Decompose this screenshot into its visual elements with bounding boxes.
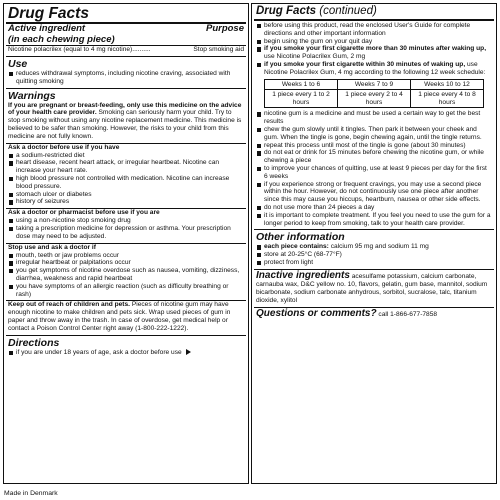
ingredient-name: Nicotine polacrilex (equal to 4 mg nicotine) (8, 46, 133, 53)
list-item (256, 45, 492, 61)
drug-facts-panel-left (3, 3, 249, 484)
list-item: irregular heartbeat or palpitations occur (8, 259, 244, 267)
list-item (256, 259, 492, 267)
list-item: history of seizures (8, 198, 244, 206)
list-item (256, 251, 492, 259)
table-row (265, 90, 484, 108)
questions-heading: Questions or comments? (256, 307, 377, 319)
table-cell: 1 piece every 4 to 8 hours (411, 90, 484, 108)
ask-pharmacist-heading: Ask a doctor or pharmacist before use if you are (8, 209, 160, 217)
list-item: repeat this process until most of the tingle is gone (about 30 minutes) (256, 142, 492, 150)
inactive-ingredients-heading: Inactive ingredients (256, 269, 350, 281)
purpose-heading: Purpose (205, 23, 244, 34)
active-ingredient-header (4, 24, 248, 35)
divider (254, 19, 494, 21)
keep-out-of-reach-bold: Keep out of reach of children and pets. (8, 301, 131, 309)
table-header-cell: Weeks 10 to 12 (411, 79, 484, 90)
list-item: stomach ulcer or diabetes (8, 191, 244, 199)
active-ingredient-subheading: (in each chewing piece) (8, 33, 115, 45)
list-item (256, 243, 492, 251)
drug-facts-panel-right (251, 3, 497, 484)
ingredient-row (4, 46, 248, 54)
pregnancy-warning-bold: If you are pregnant or breast-feeding, only use this medicine on the advice of your health care provider. (8, 101, 242, 117)
list-item: high blood pressure not controlled with medication. Nicotine can increase blood pressure. (8, 175, 244, 191)
directions-list (4, 349, 248, 357)
directions-continued-list (252, 22, 496, 77)
questions-section (252, 308, 496, 320)
active-ingredient-sub-row (4, 35, 248, 46)
list-item (256, 38, 492, 46)
list-item: you have symptoms of an allergic reaction (such as difficulty breathing or rash) (8, 283, 244, 299)
warnings-heading: Warnings (8, 89, 56, 102)
table-header-cell: Weeks 1 to 6 (265, 79, 338, 90)
list-item: it is important to complete treatment. If you feel you need to use the gum for a longer period to keep from smoking, talk to your health care provider. (256, 212, 492, 228)
keep-out-of-reach (4, 301, 248, 332)
item-text: calcium 95 mg and sodium 11 mg (328, 243, 429, 251)
drug-facts-title-main: Drug Facts (256, 5, 317, 17)
table-cell: 1 piece every 2 to 4 hours (338, 90, 411, 108)
table-cell: 1 piece every 1 to 2 hours (265, 90, 338, 108)
list-item (256, 22, 492, 38)
inactive-ingredients (252, 270, 496, 305)
continue-arrow-icon (186, 349, 191, 355)
item-text: store at 20-25°C (68-77°F) (264, 251, 342, 259)
item-text: begin using the gum on your quit day (264, 37, 373, 45)
drug-facts-continued-title (252, 4, 496, 19)
list-item: heart disease, recent heart attack, or irregular heartbeat. Nicotine can increase your heart rate. (8, 159, 244, 175)
ask-doctor-heading: Ask a doctor before use if you have (8, 143, 120, 151)
item-text: before using this product, read the enclosed User's Guide for complete directions and other important information (264, 22, 471, 37)
directions-heading: Directions (8, 336, 60, 349)
list-item: do not eat or drink for 15 minutes before chewing the nicotine gum, or while chewing a piece (256, 149, 492, 165)
questions-phone: call 1-866-677-7858 (376, 310, 438, 318)
table-header-row (265, 79, 484, 90)
made-in-label: Made in Denmark (4, 490, 58, 497)
table-header-cell: Weeks 7 to 9 (338, 79, 411, 90)
list-item: a sodium-restricted diet (8, 152, 244, 160)
stop-use-heading: Stop use and ask a doctor if (8, 243, 96, 251)
item-bold: if you smoke your first cigarette more than 30 minutes after waking up, (264, 45, 487, 53)
list-item: nicotine gum is a medicine and must be used a certain way to get the best results (256, 110, 492, 126)
other-information-list (252, 243, 496, 266)
list-item: to improve your chances of quitting, use at least 9 pieces per day for the first 6 weeks (256, 165, 492, 181)
list-item: taking a prescription medicine for depression or asthma. Your prescription dose may need to be adjusted. (8, 225, 244, 241)
active-ingredient-heading: Active ingredient (8, 23, 86, 34)
ingredient-purpose: Stop smoking aid (193, 46, 244, 53)
list-item (256, 61, 492, 77)
list-item: chew the gum slowly until it tingles. Then park it between your cheek and gum. When the tingle is gone, begin chewing again, until the tingle returns. (256, 126, 492, 142)
drug-facts-title: Drug Facts (8, 5, 89, 22)
item-bold: if you smoke your first cigarette within 30 minutes of waking up, (264, 60, 466, 68)
dosing-schedule-table (264, 79, 484, 109)
other-information-heading: Other information (256, 231, 345, 244)
list-item (8, 349, 244, 357)
keep-out-of-reach-text: Pieces of nicotine gum may have enough nicotine to make children and pets sick. Wrap used pieces of gum in paper and throw away in the trash. In case of overdose, get medical help or contact a Poison Control Center right away (1-800-222-1222). (8, 301, 231, 332)
ask-pharmacist-list (4, 217, 248, 240)
list-item: reduces withdrawal symptoms, including nicotine craving, associated with quitting smoking (8, 70, 244, 86)
pregnancy-warning (4, 102, 248, 141)
pregnancy-warning-text: Smoking can seriously harm your child. Try to stop smoking without using any nicotine replacement medicine. This medicine is believed to be safer than smoking. However, the risks to your child from this medicine are not fully known. (8, 109, 242, 140)
stop-use-list (4, 252, 248, 299)
list-item: do not use more than 24 pieces a day (256, 204, 492, 212)
item-bold: each piece contains: (264, 243, 329, 251)
list-item: you get symptoms of nicotine overdose such as nausea, vomiting, dizziness, diarrhea, weakness and rapid heartbeat (8, 267, 244, 283)
item-text: use Nicotine Polacrilex Gum, 2 mg (264, 53, 366, 61)
list-item: if you experience strong or frequent cravings, you may use a second piece within the hour. However, do not continuously use one piece after another since this may cause you hiccups, heartburn, nausea or other side effects. (256, 181, 492, 204)
ask-doctor-list (4, 152, 248, 207)
ingredient-dots: .......... (132, 46, 151, 53)
directions-item-text: if you are under 18 years of age, ask a doctor before use (16, 348, 182, 356)
list-item: mouth, teeth or jaw problems occur (8, 252, 244, 260)
use-list (4, 70, 248, 86)
drug-facts-title-continued: (continued) (316, 5, 377, 17)
use-heading: Use (8, 58, 28, 70)
usage-instructions-list (252, 110, 496, 227)
ingredient-label-group (8, 46, 193, 54)
item-text: use Nicotine Polacrilex Gum, 4 mg according to the following 12 week schedule: (264, 60, 486, 76)
list-item: using a non-nicotine stop smoking drug (8, 217, 244, 225)
inactive-ingredients-text: acesulfame potassium, calcium carbonate, carnauba wax, D&C yellow no. 10, flavors, gelatin, gum base, mannitol, sodium bicarbonate, sodium carbonate anhydrous, sorbitol, sucralose, talc, titanium dioxide, xylitol (256, 272, 488, 304)
item-text: protect from light (264, 258, 314, 266)
